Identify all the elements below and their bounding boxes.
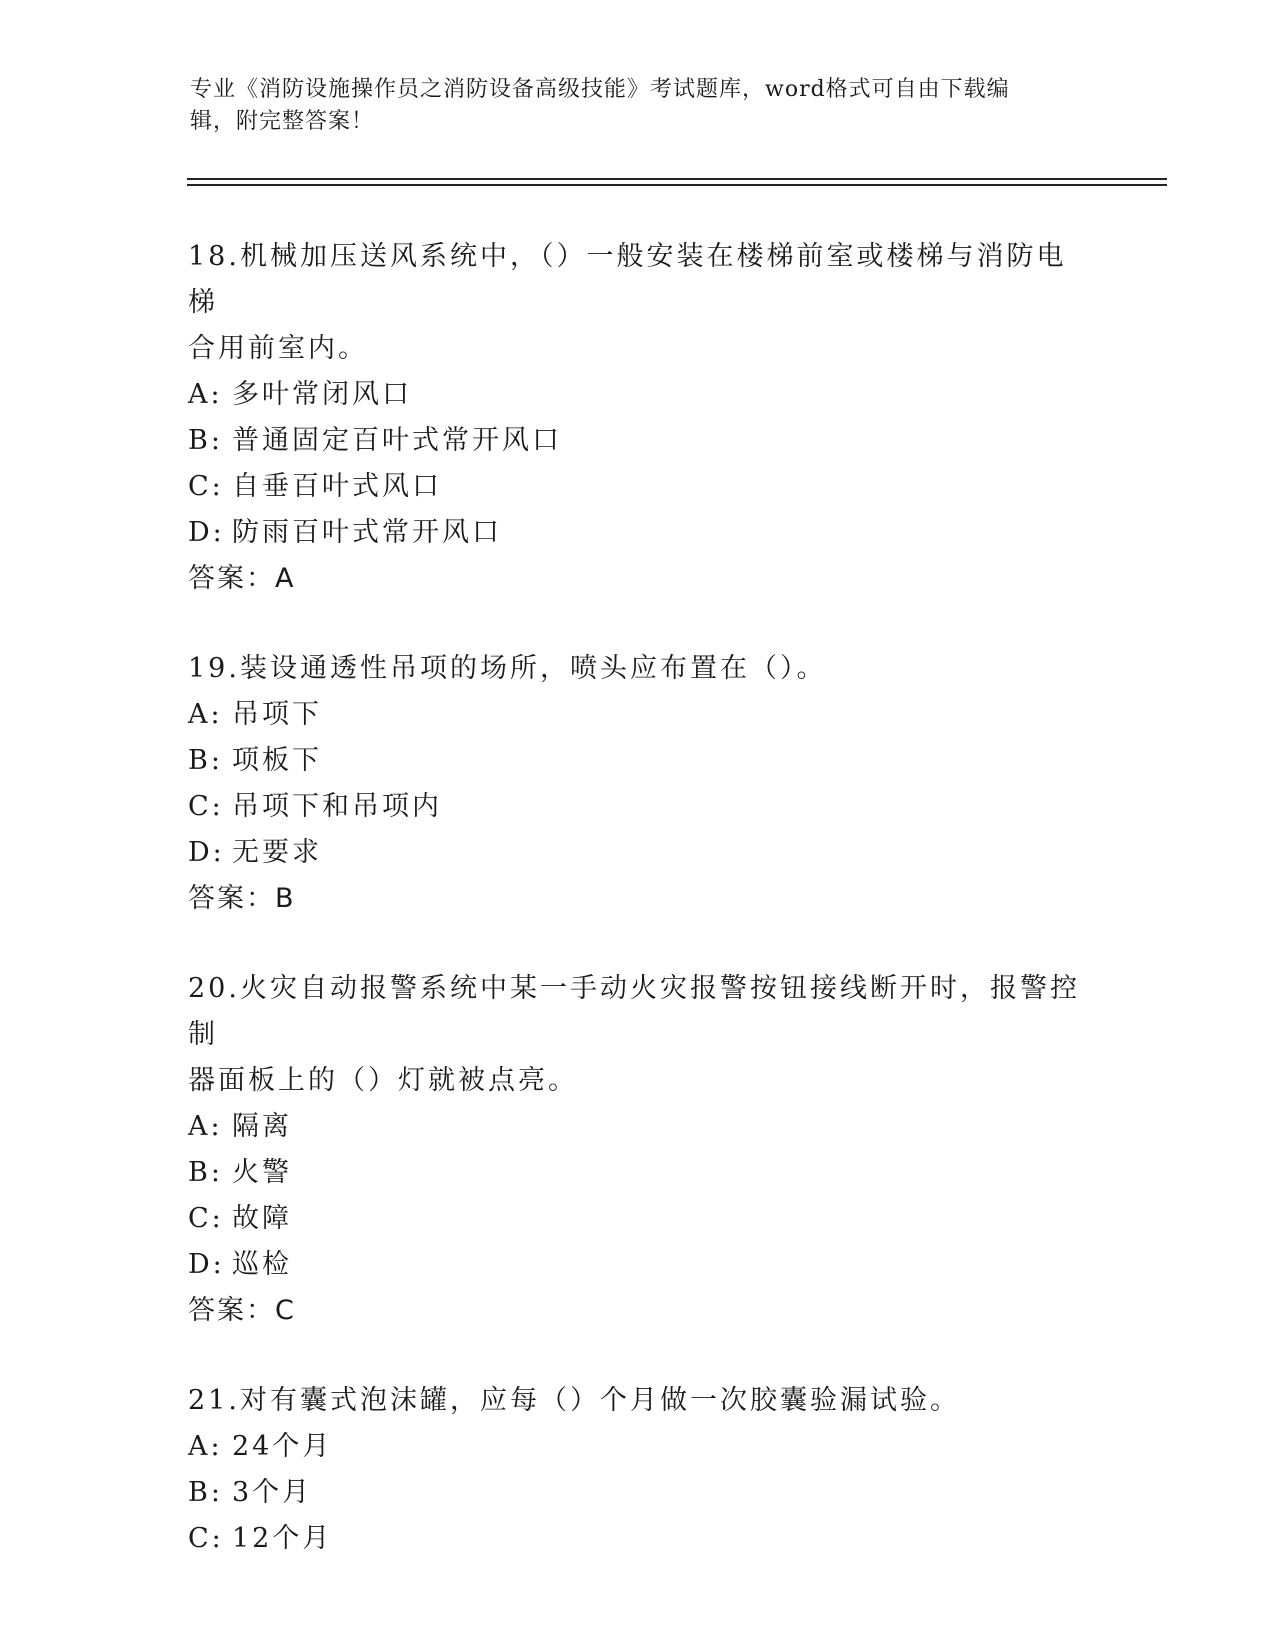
option-text: 隔离: [232, 1111, 292, 1142]
option-c: [188, 1516, 1088, 1562]
option-text: 12个月: [232, 1523, 333, 1554]
option-a: [188, 372, 1088, 418]
document-header: [190, 74, 1090, 138]
option-text: 防雨百叶式常开风口: [232, 517, 502, 548]
question-stem-line: 18.机械加压送风系统中，（）一般安装在楼梯前室或楼梯与消防电梯: [188, 241, 1067, 318]
option-letter: C:: [188, 471, 224, 502]
option-letter: C:: [188, 1203, 224, 1234]
question-list: [188, 234, 1088, 1606]
option-letter: C:: [188, 1523, 224, 1554]
option-b: [188, 418, 1088, 464]
option-letter: D:: [188, 517, 225, 548]
question-20: [188, 966, 1088, 1334]
option-c: [188, 464, 1088, 510]
option-letter: A:: [188, 699, 223, 730]
answer-label: 答案：C: [188, 1295, 296, 1326]
option-c: [188, 1196, 1088, 1242]
header-line-1: 专业《消防设施操作员之消防设备高级技能》考试题库，word格式可自由下载编: [190, 77, 1010, 102]
option-text: 吊项下: [232, 699, 322, 730]
header-divider-top: [187, 178, 1167, 180]
option-a: [188, 692, 1088, 738]
option-text: 3个月: [232, 1477, 313, 1508]
option-b: [188, 1470, 1088, 1516]
option-d: [188, 830, 1088, 876]
option-letter: B:: [188, 1477, 223, 1508]
answer-label: 答案：B: [188, 883, 296, 914]
option-letter: D:: [188, 1249, 225, 1280]
option-b: [188, 738, 1088, 784]
option-a: [188, 1104, 1088, 1150]
question-18: [188, 234, 1088, 602]
option-text: 火警: [232, 1157, 292, 1188]
option-letter: A:: [188, 1431, 223, 1462]
question-stem-line: 19.装设通透性吊项的场所，喷头应布置在（）。: [188, 653, 827, 684]
question-stem-line: 器面板上的（）灯就被点亮。: [188, 1065, 578, 1096]
option-d: [188, 510, 1088, 556]
option-text: 项板下: [232, 745, 322, 776]
option-text: 自垂百叶式风口: [232, 471, 442, 502]
option-letter: A:: [188, 379, 223, 410]
option-text: 故障: [232, 1203, 292, 1234]
option-letter: B:: [188, 425, 223, 456]
option-letter: D:: [188, 837, 225, 868]
question-stem-line: 21.对有囊式泡沫罐，应每（）个月做一次胶囊验漏试验。: [188, 1385, 960, 1416]
option-text: 巡检: [232, 1249, 292, 1280]
option-c: [188, 784, 1088, 830]
question-stem-line: 合用前室内。: [188, 333, 368, 364]
question-19: [188, 646, 1088, 922]
option-letter: C:: [188, 791, 224, 822]
option-letter: A:: [188, 1111, 223, 1142]
option-letter: B:: [188, 1157, 223, 1188]
option-text: 多叶常闭风口: [232, 379, 412, 410]
question-21: [188, 1378, 1088, 1562]
option-text: 24个月: [232, 1431, 333, 1462]
option-text: 普通固定百叶式常开风口: [232, 425, 562, 456]
option-d: [188, 1242, 1088, 1288]
option-b: [188, 1150, 1088, 1196]
header-divider-bottom: [187, 184, 1167, 186]
option-text: 无要求: [232, 837, 322, 868]
question-stem-line: 20.火灾自动报警系统中某一手动火灾报警按钮接线断开时，报警控制: [188, 973, 1080, 1050]
answer-label: 答案：A: [188, 563, 296, 594]
header-line-2: 辑，附完整答案！: [190, 109, 375, 134]
option-a: [188, 1424, 1088, 1470]
option-text: 吊项下和吊项内: [232, 791, 442, 822]
option-letter: B:: [188, 745, 223, 776]
